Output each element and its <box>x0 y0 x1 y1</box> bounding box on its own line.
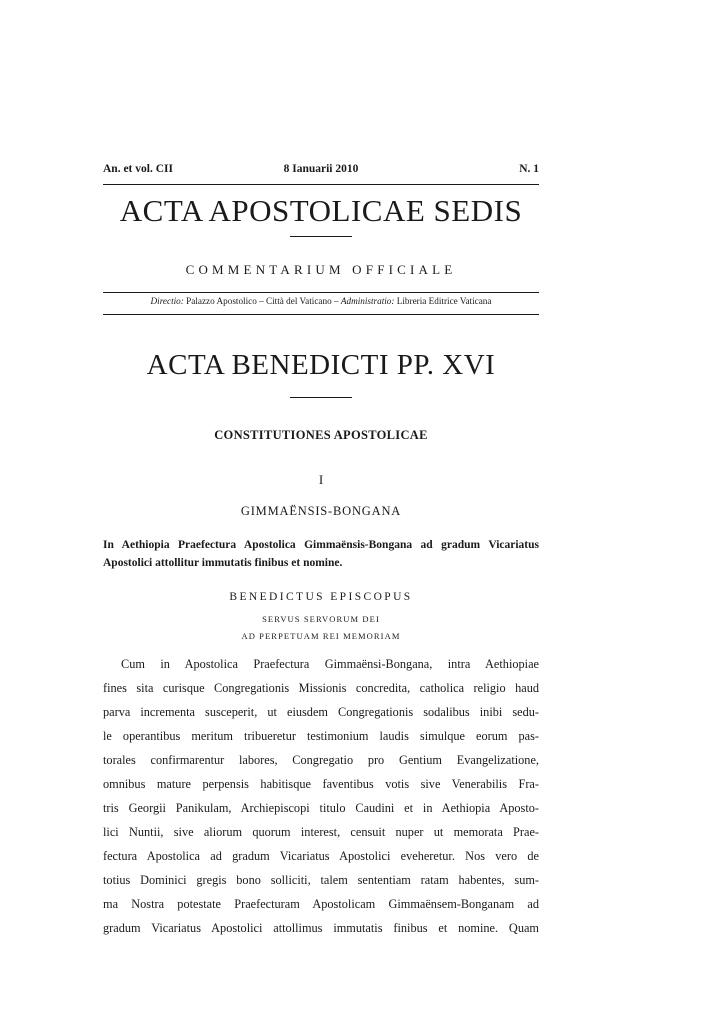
ad-perpetuam-line: AD PERPETUAM REI MEMORIAM <box>241 631 401 641</box>
acta-title: ACTA BENEDICTI PP. XVI <box>146 349 496 381</box>
journal-subtitle: COMMENTARIUM OFFICIALE <box>185 262 457 277</box>
body-line: ma Nostra potestate Praefecturam Apostolicam Gimmaënsem-Bonganam ad <box>103 897 539 911</box>
body-line: totius Dominici gregis bono solliciti, talem sententiam ratam habentes, sum- <box>103 873 539 887</box>
directio-label: Directio: <box>150 296 184 306</box>
acta-short-rule <box>290 397 352 398</box>
section-heading: CONSTITUTIONES APOSTOLICAE <box>214 428 428 442</box>
author-heading: BENEDICTUS EPISCOPUS <box>229 591 413 603</box>
body-line: torales confirmarentur labores, Congregatio pro Gentium Evangelizatione, <box>103 753 539 767</box>
summary-line: Apostolici attollitur immutatis finibus et nomine. <box>103 557 343 569</box>
issue-date: 8 Ianuarii 2010 <box>283 163 359 175</box>
document-place: GIMMAËNSIS-BONGANA <box>240 504 402 518</box>
body-line: tris Georgii Panikulam, Archiepiscopi titulo Caudini et in Aethiopia Aposto- <box>103 801 539 815</box>
administratio-label: Administratio: <box>340 296 395 306</box>
summary-line: In Aethiopia Praefectura Apostolica Gimmaënsis-Bongana ad gradum Vicariatus <box>103 539 539 551</box>
masthead-top-rule <box>103 292 539 293</box>
body-line: gradum Vicariatus Apostolici attollimus immutatis finibus et nomine. Quam <box>103 921 539 935</box>
issue-number: N. 1 <box>519 163 539 175</box>
body-line: fectura Apostolica ad gradum Vicariatus Apostolici eveheretur. Nos vero de <box>103 849 539 863</box>
masthead-bottom-rule <box>103 314 539 315</box>
body-line: Cum in Apostolica Praefectura Gimmaënsi-Bongana, intra Aethiopiae <box>121 657 539 671</box>
header-rule <box>103 184 539 185</box>
body-line: lici Nuntii, sive aliorum quorum interest, censuit nuper ut memorata Prae- <box>103 825 539 839</box>
document-summary <box>103 536 539 572</box>
directio-value: Palazzo Apostolico – Città del Vaticano – <box>186 296 339 306</box>
masthead <box>103 296 539 306</box>
issue-line <box>103 163 539 179</box>
title-short-rule <box>290 236 352 237</box>
body-line: fines sita curisque Congregationis Missionis concredita, catholica religio haud <box>103 681 539 695</box>
servus-line: SERVUS SERVORUM DEI <box>262 614 380 624</box>
document-number: I <box>318 472 324 487</box>
administratio-value: Libreria Editrice Vaticana <box>396 296 492 306</box>
journal-title: ACTA APOSTOLICAE SEDIS <box>119 193 523 228</box>
body-line: le operantibus meritum tribueretur testimonium laudis simulque eorum pas- <box>103 729 539 743</box>
body-line: omnibus mature perpensis habitisque faventibus votis sive Venerabilis Fra- <box>103 777 539 791</box>
volume-label: An. et vol. CII <box>103 163 173 175</box>
body-line: parva incrementa susceperit, ut eiusdem Congregationis sodalibus inibi sedu- <box>103 705 539 719</box>
